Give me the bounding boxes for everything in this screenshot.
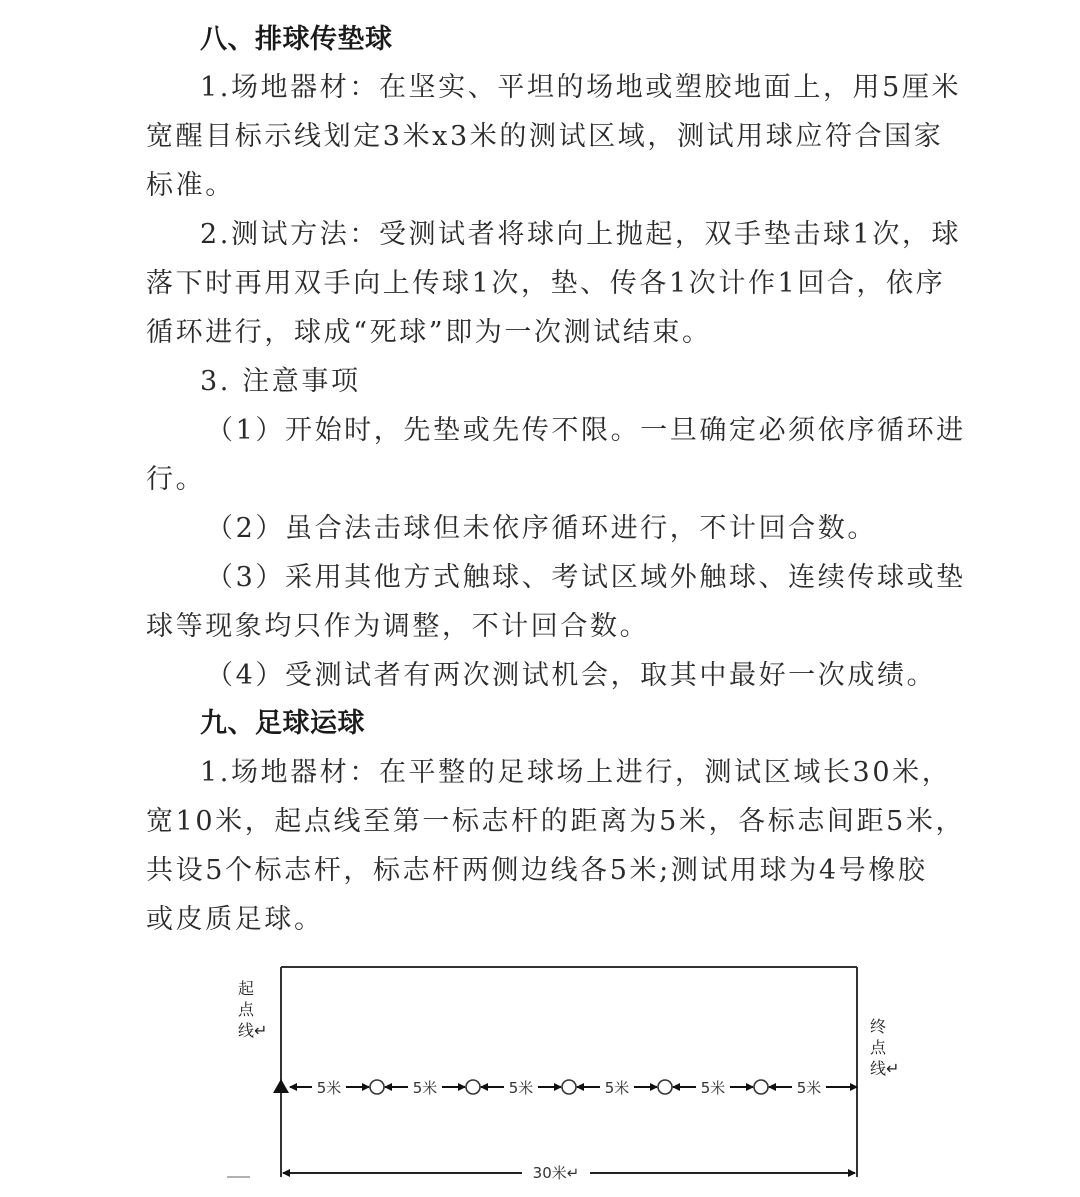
section-heading: 八、排球传垫球 — [200, 24, 393, 55]
paragraph-line: 共设5个标志杆，标志杆两侧边线各5米;测试用球为4号橡胶 — [146, 855, 928, 886]
finish-label-char: 终 — [870, 1017, 887, 1036]
notes-heading: 3. 注意事项 — [200, 366, 361, 397]
paragraph-line: 循环进行，球成“死球”即为一次测试结束。 — [146, 317, 712, 348]
segment-label: 5米 — [508, 1079, 534, 1097]
section-heading: 九、足球运球 — [200, 708, 365, 739]
start-line-label — [238, 979, 267, 1040]
paragraph-line: 1.场地器材：在坚实、平坦的场地或塑胶地面上，用5厘米 — [200, 72, 962, 103]
note-item: 球等现象均只作为调整，不计回合数。 — [146, 611, 650, 642]
cone-marker — [754, 1080, 768, 1094]
paragraph-line: 2.测试方法：受测试者将球向上抛起，双手垫击球1次，球 — [200, 219, 962, 250]
segment-label: 5米 — [412, 1079, 438, 1097]
paragraph-line: 宽醒目标示线划定3米x3米的测试区域，测试用球应符合国家 — [146, 121, 944, 152]
paragraph-line: 落下时再用双手向上传球1次，垫、传各1次计作1回合，依序 — [146, 268, 946, 299]
segment-label: 5米 — [700, 1079, 726, 1097]
note-item: （3）采用其他方式触球、考试区域外触球、连续传球或垫 — [206, 562, 966, 593]
segment-label: 5米 — [796, 1079, 822, 1097]
cone-marker — [370, 1080, 384, 1094]
total-length-label: 30米↵ — [532, 1164, 580, 1182]
note-item: 行。 — [146, 464, 206, 495]
start-label-char: 起 — [238, 979, 255, 998]
start-marker-triangle — [273, 1079, 289, 1093]
paragraph-line: 宽10米，起点线至第一标志杆的距离为5米，各标志间距5米， — [146, 806, 966, 837]
note-item: （2）虽合法击球但未依序循环进行，不计回合数。 — [206, 513, 877, 544]
paragraph-line: 1.场地器材：在平整的足球场上进行，测试区域长30米， — [200, 757, 952, 788]
start-label-char: 线↵ — [238, 1021, 268, 1040]
note-item: （4）受测试者有两次测试机会，取其中最好一次成绩。 — [206, 660, 937, 691]
finish-label-char: 线↵ — [870, 1059, 900, 1078]
start-label-char: 点 — [238, 1000, 255, 1019]
cone-marker — [562, 1080, 576, 1094]
finish-line-label — [870, 1017, 899, 1078]
course-row — [273, 1079, 857, 1097]
paragraph-line: 标准。 — [146, 170, 235, 201]
cone-marker — [466, 1080, 480, 1094]
segment-label: 5米 — [604, 1079, 630, 1097]
paragraph-line: 或皮质足球。 — [146, 904, 324, 935]
finish-label-char: 点 — [870, 1038, 887, 1057]
note-item: （1）开始时，先垫或先传不限。一旦确定必须依序循环进 — [206, 415, 966, 446]
cone-marker — [658, 1080, 672, 1094]
segment-label: 5米 — [316, 1079, 342, 1097]
